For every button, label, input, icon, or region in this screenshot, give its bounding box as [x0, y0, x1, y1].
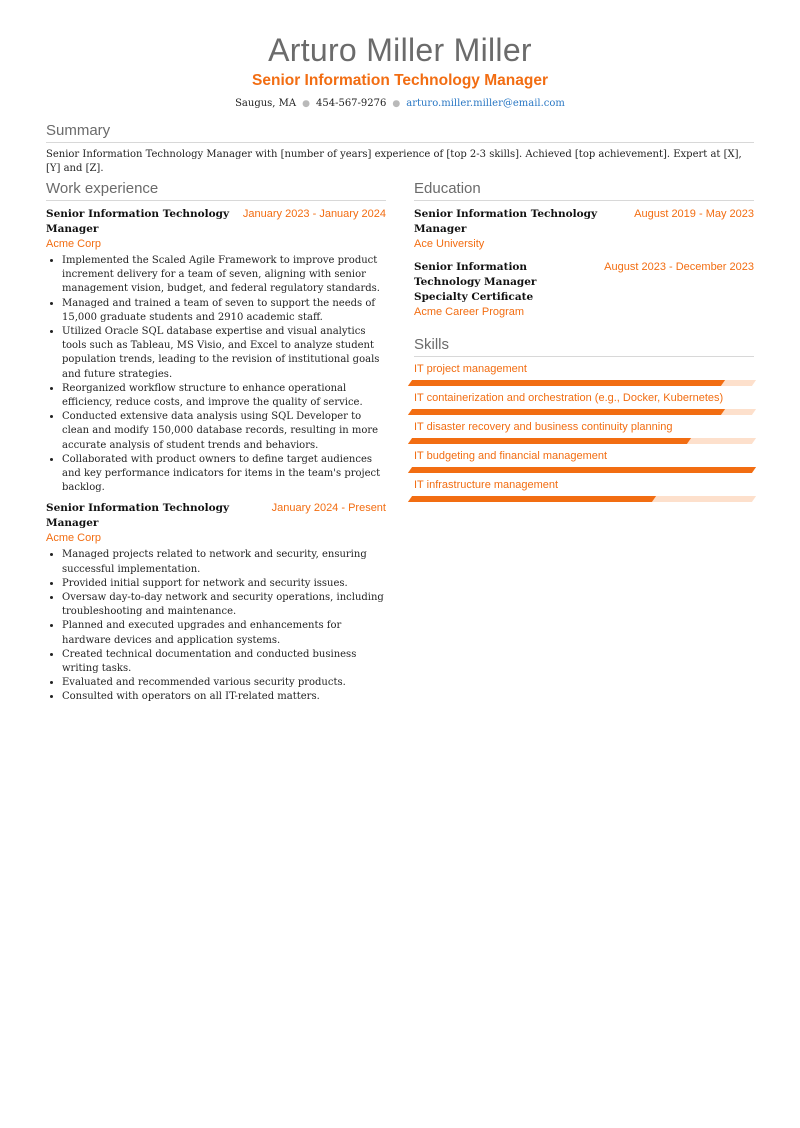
skill-item — [414, 449, 754, 473]
email-link[interactable]: arturo.miller.miller@email.com — [406, 98, 565, 109]
job-company: Acme Corp — [46, 238, 102, 250]
skill-fill — [408, 380, 725, 386]
job-bullet: • Created technical documentation and conducted business writing tasks. — [62, 648, 386, 676]
job-bullet: • Consulted with operators on all IT-related matters. — [62, 690, 386, 704]
separator-dot-icon: ● — [302, 99, 310, 109]
job-bullet: • Utilized Oracle SQL database expertise and visual analytics tools such as Tableau, MS Visio, and Excel to analyze student population trends, leading to the revision of institutional goals and future strategies. — [62, 325, 386, 382]
skill-item — [414, 478, 754, 502]
skill-fill — [408, 467, 756, 473]
skill-fill — [408, 438, 691, 444]
education-institution: Acme Career Program — [414, 306, 525, 318]
skill-label: IT budgeting and financial management — [414, 450, 608, 462]
education-degree: Senior Information Technology Manager — [414, 208, 598, 235]
skills-section — [414, 336, 754, 502]
candidate-name: Arturo Miller Miller — [268, 32, 532, 68]
education-degree: Senior Information Technology Manager Specialty Certificate — [414, 261, 537, 303]
education-date: August 2023 - December 2023 — [604, 261, 754, 273]
skill-level-bar — [410, 380, 754, 386]
job-bullet: • Collaborated with product owners to define target audiences and key performance indicators for items in the team's project backlog. — [62, 453, 386, 496]
right-column — [414, 180, 754, 502]
skill-level-bar — [410, 409, 754, 415]
skill-fill — [408, 409, 725, 415]
skill-label: IT disaster recovery and business continuity planning — [414, 421, 673, 433]
job-bullet: • Evaluated and recommended various security products. — [62, 676, 386, 690]
job-title: Senior Information Technology Manager — [46, 502, 230, 530]
work-experience-title: Work experience — [46, 180, 386, 201]
work-experience-section — [46, 180, 386, 705]
education-title: Education — [414, 180, 754, 201]
contact-line — [0, 97, 800, 111]
education-section — [414, 180, 754, 320]
phone-text: 454-567-9276 — [315, 98, 387, 109]
job-bullets — [46, 254, 386, 495]
job-bullet: • Managed projects related to network and security, ensuring successful implementation. — [62, 548, 386, 576]
job-bullet: • Conducted extensive data analysis using SQL Developer to clean and modify 150,000 database records, resulting in more accurate analysis of student trends and behaviors. — [62, 410, 386, 453]
skill-label: IT containerization and orchestration (e.g., Docker, Kubernetes) — [414, 392, 724, 404]
job-bullet: • Reorganized workflow structure to enhance operational efficiency, reduce costs, and improve the quality of service. — [62, 382, 386, 410]
skill-level-bar — [410, 467, 754, 473]
education-entry — [414, 260, 754, 320]
job-bullets — [46, 548, 386, 704]
summary-section — [46, 122, 754, 176]
skill-item — [414, 362, 754, 386]
candidate-headline: Senior Information Technology Manager — [252, 72, 548, 89]
job-company: Acme Corp — [46, 532, 102, 545]
skill-level-bar — [410, 496, 754, 502]
skill-label: IT project management — [414, 363, 527, 375]
education-date: August 2019 - May 2023 — [634, 208, 754, 220]
job-title: Senior Information Technology Manager — [46, 208, 230, 235]
resume-header — [0, 0, 800, 111]
job-entry — [46, 501, 386, 704]
summary-text: Senior Information Technology Manager with [number of years] experience of [top 2-3 skills]. Achieved [top achievement]. Expert at [X], [Y] and [Z]. — [46, 149, 742, 174]
job-date: January 2024 - Present — [271, 502, 386, 515]
education-entry — [414, 207, 754, 252]
job-date: January 2023 - January 2024 — [242, 208, 386, 220]
skills-title: Skills — [414, 336, 754, 357]
job-entry — [46, 207, 386, 495]
job-bullet: • Oversaw day-to-day network and security operations, including troubleshooting and maintenance. — [62, 591, 386, 619]
skill-label: IT infrastructure management — [414, 479, 559, 491]
job-bullet: • Planned and executed upgrades and enhancements for hardware devices and application systems. — [62, 619, 386, 647]
skill-level-bar — [410, 438, 754, 444]
job-bullet: • Implemented the Scaled Agile Framework to improve product increment delivery for a team of seven, aligning with senior management vision, budget, and federal regulatory standards. — [62, 254, 386, 297]
skills-list — [414, 362, 754, 502]
location-text: Saugus, MA — [235, 98, 297, 109]
job-bullet: • Provided initial support for network and security issues. — [62, 577, 386, 591]
skill-item — [414, 420, 754, 444]
education-institution: Ace University — [414, 238, 485, 250]
job-bullet: • Managed and trained a team of seven to support the needs of 15,000 graduate students and 2910 academic staff. — [62, 297, 386, 325]
summary-title: Summary — [46, 122, 754, 143]
skill-fill — [408, 496, 656, 502]
skill-item — [414, 391, 754, 415]
separator-dot-icon: ● — [392, 99, 401, 109]
